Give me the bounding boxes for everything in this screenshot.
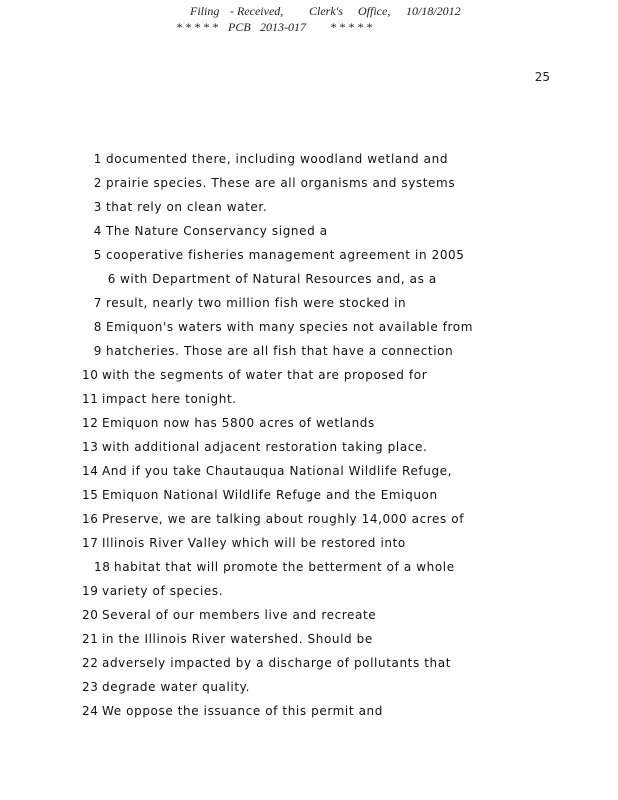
line-number: 12 xyxy=(82,416,99,430)
transcript-line xyxy=(86,318,473,336)
page-number: 25 xyxy=(534,70,550,84)
line-text: in the Illinois River watershed. Should be xyxy=(102,632,373,646)
line-text: impact here tonight. xyxy=(102,392,237,406)
stamp-clerks: Clerk's xyxy=(309,4,343,18)
line-number: 18 xyxy=(94,560,111,574)
line-number: 2 xyxy=(93,176,102,190)
line-number: 23 xyxy=(82,680,99,694)
stamp-date: 10/18/2012 xyxy=(406,4,461,18)
stamp-pcb: PCB xyxy=(228,20,251,34)
transcript-line xyxy=(82,654,451,672)
stamp-stars-left: * * * * * xyxy=(176,20,218,34)
line-text: Emiquon National Wildlife Refuge and the Emiquon xyxy=(102,488,438,502)
line-number: 8 xyxy=(93,320,102,334)
line-text: Several of our members live and recreate xyxy=(102,608,377,622)
line-text: that rely on clean water. xyxy=(106,200,268,214)
line-number: 21 xyxy=(82,632,99,646)
stamp-received: - Received, xyxy=(230,4,284,18)
line-text: The Nature Conservancy signed a xyxy=(106,224,328,238)
transcript-line xyxy=(82,486,438,504)
transcript-line xyxy=(86,150,448,168)
line-number: 1 xyxy=(93,152,102,166)
line-number: 15 xyxy=(82,488,99,502)
transcript-line xyxy=(82,414,375,432)
line-text: adversely impacted by a discharge of pollutants that xyxy=(102,656,452,670)
line-number: 19 xyxy=(82,584,99,598)
line-number: 4 xyxy=(93,224,102,238)
transcript-line xyxy=(86,174,455,192)
transcript-line xyxy=(82,390,237,408)
line-number: 9 xyxy=(93,344,102,358)
transcript-line xyxy=(86,294,406,312)
line-number: 7 xyxy=(93,296,102,310)
line-text: cooperative fisheries management agreement in 2005 xyxy=(106,248,465,262)
transcript-line xyxy=(82,462,452,480)
transcript-line xyxy=(82,366,427,384)
stamp-case-number: 2013-017 xyxy=(260,20,306,34)
transcript-line xyxy=(82,630,373,648)
line-number: 13 xyxy=(82,440,99,454)
stamp-stars-right: * * * * * xyxy=(330,20,372,34)
transcript-line xyxy=(82,606,376,624)
transcript-line xyxy=(86,342,453,360)
line-text: with additional adjacent restoration taking place. xyxy=(102,440,428,454)
line-number: 17 xyxy=(82,536,99,550)
line-text: prairie species. These are all organisms and systems xyxy=(106,176,456,190)
line-number: 22 xyxy=(82,656,99,670)
line-text: habitat that will promote the betterment of a whole xyxy=(114,560,455,574)
stamp-office: Office, xyxy=(358,4,391,18)
line-number: 20 xyxy=(82,608,99,622)
line-number: 16 xyxy=(82,512,99,526)
transcript-line xyxy=(82,438,427,456)
line-text: result, nearly two million fish were stocked in xyxy=(106,296,407,310)
transcript-line xyxy=(100,270,437,288)
transcript-line xyxy=(82,702,383,720)
line-number: 3 xyxy=(93,200,102,214)
line-text: degrade water quality. xyxy=(102,680,251,694)
line-text: Preserve, we are talking about roughly 14,000 acres of xyxy=(102,512,465,526)
transcript-line xyxy=(82,678,250,696)
line-number: 11 xyxy=(82,392,99,406)
line-text: hatcheries. Those are all fish that have a connection xyxy=(106,344,454,358)
line-text: We oppose the issuance of this permit and xyxy=(102,704,383,718)
line-text: with Department of Natural Resources and, as a xyxy=(120,272,437,286)
line-number: 10 xyxy=(82,368,99,382)
transcript-line xyxy=(94,558,455,576)
transcript-line xyxy=(82,510,464,528)
line-number: 5 xyxy=(93,248,102,262)
transcript-line xyxy=(86,246,465,264)
line-number: 24 xyxy=(82,704,99,718)
line-text: And if you take Chautauqua National Wildlife Refuge, xyxy=(102,464,453,478)
transcript-line xyxy=(82,582,223,600)
line-text: with the segments of water that are proposed for xyxy=(102,368,428,382)
transcript-line xyxy=(82,534,406,552)
line-number: 6 xyxy=(107,272,116,286)
line-text: documented there, including woodland wetland and xyxy=(106,152,449,166)
line-text: variety of species. xyxy=(102,584,224,598)
line-text: Illinois River Valley which will be restored into xyxy=(102,536,406,550)
transcript-line xyxy=(86,222,328,240)
line-text: Emiquon's waters with many species not available from xyxy=(106,320,474,334)
line-text: Emiquon now has 5800 acres of wetlands xyxy=(102,416,375,430)
transcript-line xyxy=(86,198,267,216)
line-number: 14 xyxy=(82,464,99,478)
stamp-filing: Filing xyxy=(190,4,220,18)
